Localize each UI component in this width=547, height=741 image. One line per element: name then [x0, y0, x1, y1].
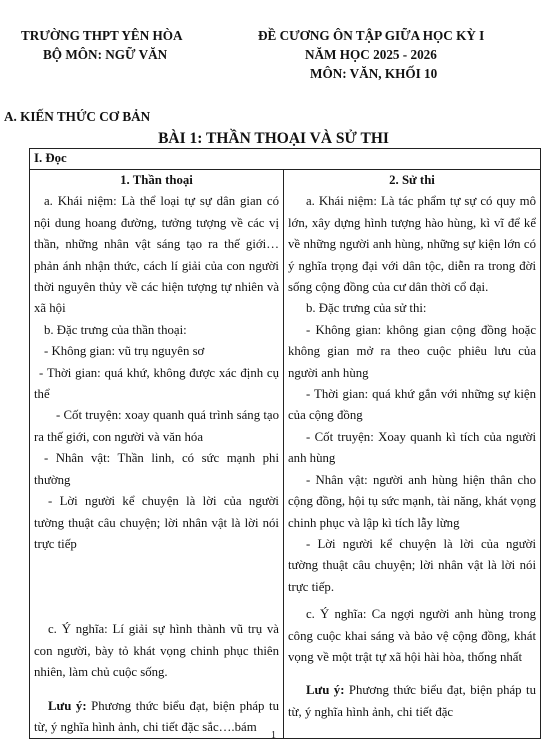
page-number: 1 — [271, 730, 276, 741]
epic-space: - Không gian: không gian cộng đồng hoặc không gian mở ra theo cuộc phiêu lưu của người anh hùng — [288, 322, 537, 380]
epic-character: - Nhân vật: người anh hùng hiện thân cho cộng đồng, hội tụ sức mạnh, tài năng, khát vọng chinh phục và lập kì tích lẫy lừng — [288, 472, 537, 530]
myth-note-text: Phương thức biểu đạt, biện pháp tu từ, ý nghĩa hình ảnh, chi tiết đặc sắc….bám — [34, 698, 279, 734]
epic-concept: a. Khái niệm: Là tác phẩm tự sự có quy mô lớn, xây dựng hình tượng hào hùng, kì vĩ để kể về những người anh hùng, những sự kiện lớn có ý nghĩa trọng đại với dân tộc, diễn ra trong đời sống cộng đồng của cư dân thời cổ đại. — [288, 194, 537, 295]
myth-meaning: c. Ý nghĩa: Lí giải sự hình thành vũ trụ và con người, bày tỏ khát vọng chinh phục thiên nhiên, làm chủ cuộc sống. — [34, 622, 279, 680]
epic-note-label: Lưu ý: — [306, 683, 345, 698]
myth-character: - Nhân vật: Thần linh, có sức mạnh phi thường — [34, 451, 279, 487]
section-heading: A. KIẾN THỨC CƠ BẢN — [4, 109, 151, 124]
myth-time: - Thời gian: quá khứ, không được xác định cụ thể — [34, 365, 279, 402]
epic-heading: 2. Sử thi — [389, 173, 435, 187]
myth-note-label: Lưu ý: — [48, 698, 87, 713]
content-table — [29, 148, 541, 739]
school-name: TRƯỜNG THPT YÊN HÒA — [21, 28, 183, 43]
epic-traits-heading: b. Đặc trưng của sử thi: — [306, 301, 427, 316]
subject-grade: MÔN: VĂN, KHỐI 10 — [310, 66, 438, 81]
school-year: NĂM HỌC 2025 - 2026 — [305, 47, 437, 62]
department-name: BỘ MÔN: NGỮ VĂN — [43, 47, 168, 62]
document-title: ĐỀ CƯƠNG ÔN TẬP GIỮA HỌC KỲ I — [258, 28, 485, 43]
lesson-title: BÀI 1: THẦN THOẠI VÀ SỬ THI — [158, 130, 389, 147]
myth-space: - Không gian: vũ trụ nguyên sơ — [44, 344, 205, 359]
epic-meaning: c. Ý nghĩa: Ca ngợi người anh hùng trong công cuộc khai sáng và bảo vệ cộng đồng, khát vọng về một trật tự xã hội hài hòa, thống nhất — [288, 607, 537, 664]
epic-note-text: Phương thức biểu đạt, biện pháp tu từ, ý nghĩa hình ảnh, chi tiết đặc — [288, 683, 536, 719]
epic-note — [288, 680, 536, 723]
reading-row-header: I. Đọc — [30, 149, 541, 170]
epic-time: - Thời gian: quá khứ gắn với những sự kiện của cộng đồng — [288, 387, 537, 423]
myth-column — [30, 170, 284, 739]
epic-narrator: - Lời người kể chuyện là lời của người tường thuật câu chuyện; lời nhân vật là lời nói trực tiếp. — [288, 536, 537, 594]
myth-heading: 1. Thần thoại — [120, 173, 193, 187]
myth-concept: a. Khái niệm: Là thể loại tự sự dân gian có nội dung hoang đường, tưởng tượng về các vị thần, những nhân vật sáng tạo ra thế giới…phản ánh nhận thức, cách lí giải của con người thời nguyên thủy về các hiện tượng tự nhiên và xã hội — [34, 194, 279, 316]
myth-narrator: - Lời người kể chuyện là lời của người tường thuật câu chuyện; lời nhân vật là lời nói trực tiếp — [34, 494, 279, 551]
epic-plot: - Cốt truyện: Xoay quanh kì tích của người anh hùng — [288, 429, 537, 466]
myth-plot: - Cốt truyện: xoay quanh quá trình sáng tạo ra thế giới, con người và văn hóa — [34, 408, 279, 444]
epic-column — [284, 170, 541, 739]
myth-traits-heading: b. Đặc trưng của thần thoại: — [44, 322, 187, 337]
